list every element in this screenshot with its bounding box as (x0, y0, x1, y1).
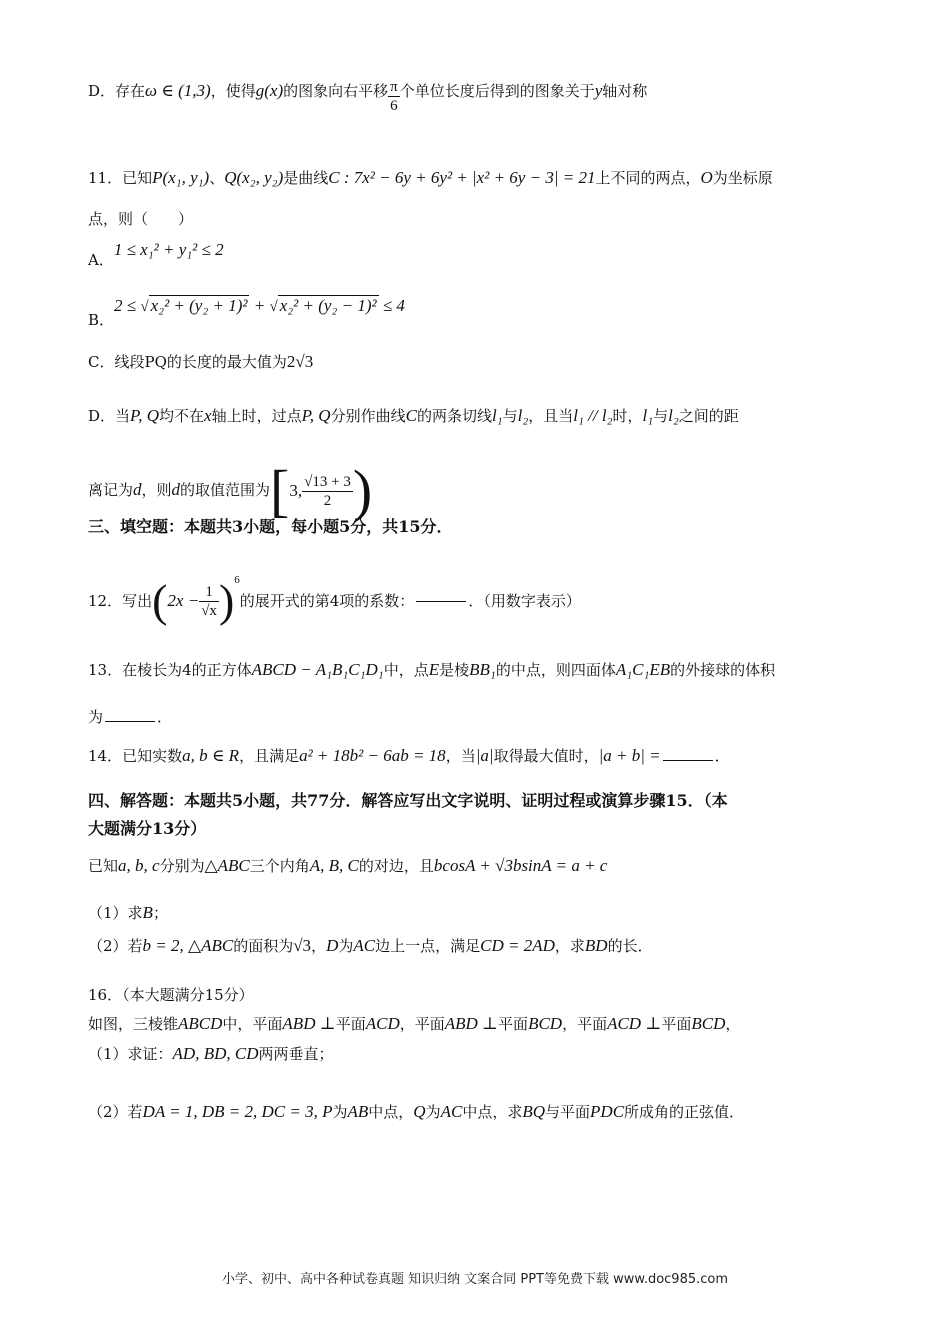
right-paren: ) (352, 458, 373, 523)
text: 均不在 (159, 407, 205, 425)
text: 14．已知实数 (88, 747, 183, 765)
text: ； (152, 904, 168, 922)
q15-part-2 (88, 936, 653, 956)
text: ，且满足 (239, 747, 300, 765)
math: bcosA + √3bsinA = a + c (433, 856, 608, 875)
exponent: 6 (234, 574, 240, 586)
text: C．线段PQ的长度的最大值为 (88, 353, 287, 371)
text: 平面 (498, 1015, 529, 1033)
math: 3, (289, 480, 303, 500)
math: x (204, 406, 212, 425)
math: b = 2, △ABC (142, 936, 234, 955)
math: |a| (475, 746, 494, 765)
text: 轴对称 (602, 82, 648, 100)
math: A, B, C (309, 856, 359, 875)
math: ABCD (178, 1014, 223, 1033)
math: ACD ⊥ (607, 1014, 662, 1033)
text: 分别作曲线 (330, 407, 406, 425)
text: 离记为 (88, 481, 134, 499)
text: 分别为 (159, 857, 205, 875)
text: 两两垂直； (258, 1045, 334, 1063)
text: ， (311, 937, 327, 955)
q10-option-d (88, 78, 647, 115)
math: Q (413, 1102, 426, 1121)
math: d (133, 480, 142, 499)
text: 中，平面 (222, 1015, 283, 1033)
text: 的外接球的体积 (670, 661, 776, 679)
text: （2）若 (88, 1103, 143, 1121)
math: 2 ≤ (114, 296, 141, 315)
fraction-denominator: √x (201, 602, 217, 619)
math: a, b, c (118, 856, 160, 875)
text: ，则 (141, 481, 172, 499)
text: 与 (653, 407, 669, 425)
math: ABD ⊥ (282, 1014, 336, 1033)
page-footer: 小学、初中、高中各种试卷真题 知识归纳 文案合同 PPT等免费下载 www.doc985.com (221, 1272, 729, 1287)
text: 中，点 (383, 661, 429, 679)
text: 时， (612, 407, 643, 425)
text: 平面 (335, 1015, 366, 1033)
right-paren: ) (218, 575, 235, 626)
math: AD, BD, CD (172, 1044, 259, 1063)
answer-blank[interactable] (105, 720, 155, 722)
text: 13．在棱长为4的正方体 (88, 661, 252, 679)
math: l₂ (517, 406, 529, 425)
math: BCD (691, 1014, 726, 1033)
q11-option-d (88, 406, 739, 426)
q11-option-b (88, 296, 405, 329)
text: 是棱 (439, 661, 470, 679)
math: B (142, 903, 153, 922)
math: Q(x₂, y₂) (224, 168, 284, 187)
radicand: x₂² + (y₂ + 1)² (150, 296, 248, 315)
math: E (428, 660, 440, 679)
answer-blank[interactable] (416, 600, 466, 602)
q16-part-1 (88, 1044, 334, 1064)
math: √3 (293, 936, 312, 955)
text: 所成角的正弦值． (624, 1103, 745, 1121)
radicand: x₂² + (y₂ − 1)² (279, 296, 377, 315)
text: 与 (502, 407, 518, 425)
text: 与平面 (545, 1103, 591, 1121)
math: O (700, 168, 713, 187)
q13-cont (88, 708, 172, 726)
left-bracket: [ (270, 458, 290, 523)
text: 轴上时，过点 (211, 407, 302, 425)
math: a² + 18b² − 6ab = 18 (299, 746, 446, 765)
question-number: 11．已知 (88, 169, 153, 187)
text: ．（用数字表示） (468, 592, 581, 610)
text: ，使得 (210, 82, 256, 100)
q11-option-d-cont (88, 458, 373, 523)
text: 上不同的两点， (595, 169, 701, 187)
math: CD = 2AD (480, 936, 555, 955)
math: D (326, 936, 339, 955)
math: P, Q (130, 406, 160, 425)
math: 1 ≤ x₁² + y₁² ≤ 2 (113, 240, 224, 259)
math: PDC (590, 1102, 625, 1121)
fraction (199, 583, 219, 620)
math: l₂ (668, 406, 679, 425)
math: BQ (522, 1102, 546, 1121)
text: 12．写出 (88, 592, 153, 610)
curve-equation: C : 7x² − 6y + 6y² + |x² + 6y − 3| = 21 (328, 168, 596, 187)
text: 的取值范围为 (180, 481, 271, 499)
math: l₁ // l₂ (573, 406, 613, 425)
text: ， (725, 1015, 741, 1033)
text: 取得最大值时， (493, 747, 599, 765)
text: 已知 (88, 857, 119, 875)
text: 中点，求 (462, 1103, 523, 1121)
square-root: √ x₂² + (y₂ − 1)² (269, 296, 377, 315)
q14 (88, 746, 730, 766)
math: 2√3 (286, 352, 314, 371)
math: d (171, 480, 181, 499)
text: 、 (209, 169, 225, 187)
q16-part-2 (88, 1102, 744, 1122)
left-paren: ( (152, 575, 168, 626)
text: 之间的距 (678, 407, 739, 425)
q11-stem-cont: 点，则（ ） (88, 210, 194, 228)
math: + (249, 296, 270, 315)
text: 边上一点，满足 (375, 937, 481, 955)
fraction-numerator: π (390, 79, 398, 95)
text: 存在 (115, 82, 146, 100)
math: ACD (365, 1014, 400, 1033)
q13 (88, 660, 775, 680)
text: 个单位长度后得到的图象关于 (399, 82, 595, 100)
text: ，求 (554, 937, 585, 955)
text: 的中点，则四面体 (495, 661, 616, 679)
q16-heading: 16．（本大题满分15分） (88, 986, 254, 1004)
fraction (302, 473, 353, 510)
text: 三个内角 (249, 857, 310, 875)
text: （2）若 (88, 937, 143, 955)
text: ． (157, 708, 173, 726)
text: 如图，三棱锥 (88, 1015, 179, 1033)
fraction-denominator: 6 (388, 96, 400, 115)
math: P(x₁, y₁) (152, 168, 210, 187)
math: C (405, 406, 417, 425)
math: BB₁ (469, 660, 496, 679)
q15-part-1 (88, 903, 168, 923)
math: BCD (528, 1014, 563, 1033)
math: l₁ (642, 406, 654, 425)
q12 (88, 574, 581, 624)
text: 的长． (607, 937, 653, 955)
text: （1）求 (88, 904, 143, 922)
text: ，且当 (528, 407, 574, 425)
text: ，当 (445, 747, 476, 765)
text: 的展开式的第4项的系数： (239, 592, 415, 610)
fraction-denominator: 2 (302, 491, 353, 510)
math: △ABC (204, 856, 250, 875)
fraction-numerator: √13 + 3 (304, 473, 351, 490)
math: A₁C₁EB (615, 660, 671, 679)
section-3-heading: 三、填空题：本题共3小题，每小题5分，共15分． (88, 517, 453, 536)
text: ，平面 (562, 1015, 608, 1033)
option-label: B． (88, 311, 115, 329)
q11-stem (88, 168, 773, 188)
math: y (594, 81, 603, 100)
q16-stem (88, 1014, 740, 1034)
text: 的图象向右平移 (283, 82, 389, 100)
text: 的对边，且 (358, 857, 434, 875)
math: P, Q (301, 406, 331, 425)
text: 中点， (368, 1103, 414, 1121)
text: 为 (332, 1103, 348, 1121)
math: ω ∈ (1,3) (145, 81, 211, 100)
math: ABCD − A₁B₁C₁D₁ (251, 660, 384, 679)
text: （1）求证： (88, 1045, 173, 1063)
q11-option-a (88, 240, 224, 269)
text: 的面积为 (233, 937, 294, 955)
answer-blank[interactable] (663, 759, 713, 761)
q11-option-c (88, 352, 313, 372)
math: DA = 1, DB = 2, DC = 3, P (142, 1102, 333, 1121)
text: 为 (425, 1103, 441, 1121)
text: ，平面 (399, 1015, 445, 1033)
math: ABD ⊥ (444, 1014, 499, 1033)
math: 2x − (167, 590, 200, 610)
fraction (388, 78, 400, 115)
math: |a + b| = (598, 746, 661, 765)
section-4-heading-cont: 大题满分13分） (88, 819, 207, 838)
math: g(x) (255, 81, 284, 100)
option-label: D． (88, 82, 116, 100)
text: 为坐标原 (712, 169, 773, 187)
text: 为 (338, 937, 354, 955)
math: AC (440, 1102, 463, 1121)
math: a, b ∈ R (182, 746, 240, 765)
text: 的两条切线 (416, 407, 492, 425)
text: 为 (88, 708, 104, 726)
math: ≤ 4 (378, 296, 405, 315)
math: AC (353, 936, 376, 955)
text: ． (714, 747, 730, 765)
math: AB (347, 1102, 369, 1121)
math: BD (584, 936, 608, 955)
math: l₁ (491, 406, 503, 425)
fraction-numerator: 1 (205, 583, 213, 600)
square-root: √ x₂² + (y₂ + 1)² (140, 296, 248, 315)
text: 是曲线 (283, 169, 329, 187)
option-label: A． (88, 251, 114, 269)
section-4-heading: 四、解答题：本题共5小题，共77分．解答应写出文字说明、证明过程或演算步骤15．（本 (88, 791, 728, 810)
text: D．当 (88, 407, 131, 425)
text: 平面 (661, 1015, 692, 1033)
q15-stem (88, 856, 607, 876)
